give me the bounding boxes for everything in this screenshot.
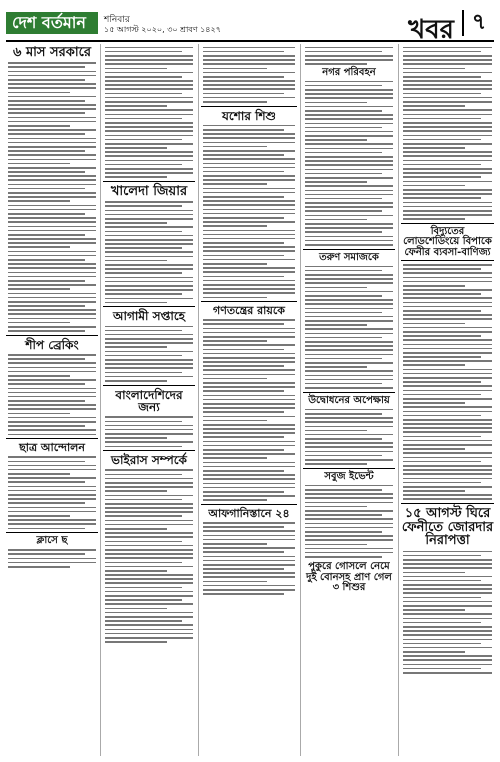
headline: ১৫ আগস্ট ঘিরে ফেনীতে জোরদার নিরাপত্তা — [401, 506, 494, 549]
boxed-article — [303, 560, 395, 596]
article-body — [201, 319, 297, 501]
article-body — [303, 266, 395, 389]
column-2 — [103, 44, 195, 756]
masthead — [6, 6, 494, 45]
column-5 — [401, 44, 494, 756]
issue-day: শনিবার — [104, 15, 130, 25]
column-4 — [303, 44, 395, 756]
article-body — [103, 469, 195, 642]
section-title: খবর — [408, 15, 454, 45]
article-body — [201, 47, 297, 103]
headline: বাংলাদেশিদের জন্য — [115, 387, 183, 415]
headline: সবুজ ইভেন্ট — [324, 470, 374, 482]
article-body — [6, 549, 98, 567]
headline: ৬ মাস সরকারে — [12, 45, 92, 60]
headline: পুকুরে গোসলে নেমে দুই বোনসহ প্রাণ গেল ৩ শিশুর — [306, 561, 392, 593]
column-1 — [6, 44, 98, 756]
column-3 — [201, 44, 297, 756]
article-body — [6, 456, 98, 529]
article-body — [103, 47, 195, 178]
article-body — [303, 81, 395, 246]
article-body — [303, 47, 395, 65]
headline: তরুণ সমাজকে — [319, 251, 379, 263]
article-body — [401, 47, 494, 220]
article-body — [6, 62, 98, 332]
article-body — [303, 409, 395, 465]
headline: ছাত্র আন্দোলন — [19, 441, 85, 455]
headline: খালেদা জিয়ার — [110, 184, 188, 199]
issue-date: ১৫ আগস্ট ২০২০, ৩০ শ্রাবণ ১৪২৭ — [104, 25, 221, 34]
headline: শীপ ব্রেকিং — [25, 337, 79, 352]
headline: গণতন্ত্রের রায়কে — [213, 304, 285, 318]
headline: আগামী সপ্তাহে — [112, 309, 185, 324]
paper-name: দেশ বর্তমান — [6, 12, 98, 34]
article-body — [103, 326, 195, 382]
article-body — [103, 201, 195, 303]
headline: যশোর শিশু — [222, 108, 276, 123]
headline: আফগানিস্তানে ২৪ — [208, 506, 290, 520]
headline: ক্লাসে ছ — [36, 535, 68, 547]
article-body — [201, 125, 297, 298]
article-body — [401, 551, 494, 674]
headline: ভাইরাস সম্পর্কে — [111, 453, 187, 468]
article-body — [6, 354, 98, 435]
headline: নগর পরিবহন — [322, 66, 376, 78]
headline: উদ্বোধনের অপেক্ষায় — [308, 394, 390, 406]
article-body — [401, 264, 494, 500]
article-body — [103, 416, 195, 447]
page-number: ৭ — [462, 10, 494, 36]
headline: বিদ্যুতের লোডশেডিংয়ে বিপাকে ফেনীর ব্যবসা-বাণিজ্য — [401, 227, 494, 262]
article-body — [201, 522, 297, 595]
